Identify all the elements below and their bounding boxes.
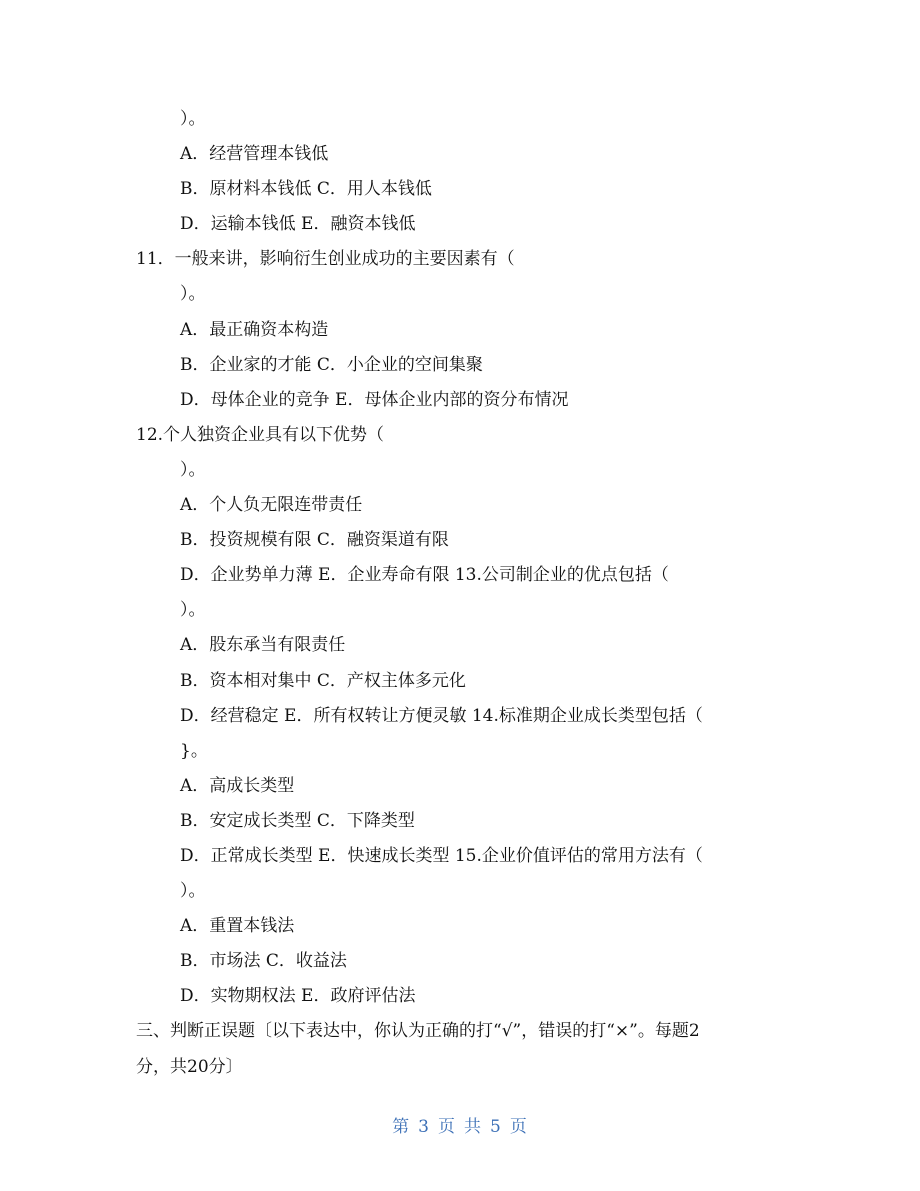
option-line: ）。	[180, 109, 206, 129]
question-stem: 11．一般来讲，影响衍生创业成功的主要因素有（	[136, 249, 515, 270]
option-line: A．重置本钱法	[180, 916, 295, 937]
option-line: ）。	[180, 459, 206, 480]
footer-page-word: 页	[438, 1117, 456, 1137]
option-line: D．经营稳定 E．所有权转让方便灵敏 14.标准期企业成长类型包括（	[180, 705, 703, 726]
option-line: D．实物期权法 E．政府评估法	[180, 986, 416, 1007]
option-line: B．投资规模有限 C．融资渠道有限	[180, 530, 449, 551]
option-line: B．企业家的才能 C．小企业的空间集聚	[180, 354, 483, 375]
page-footer	[0, 1112, 920, 1137]
option-line: ）。	[180, 600, 206, 621]
section-heading-continued: 分，共20分〕	[136, 1056, 243, 1077]
option-line: }。	[180, 740, 208, 761]
footer-suffix: 页	[509, 1117, 528, 1137]
option-line: ）。	[180, 284, 206, 305]
option-line: D．企业势单力薄 E．企业寿命有限 13.公司制企业的优点包括（	[180, 565, 669, 586]
option-line: D．母体企业的竞争 E．母体企业内部的资分布情况	[180, 389, 569, 410]
option-line: A．经营管理本钱低	[180, 144, 329, 165]
option-line: A．个人负无限连带责任	[180, 495, 363, 516]
option-line: A．高成长类型	[180, 775, 295, 796]
question-stem: 12.个人独资企业具有以下优势（	[136, 424, 385, 445]
option-line: B．安定成长类型 C．下降类型	[180, 810, 415, 831]
option-line: B．资本相对集中 C．产权主体多元化	[180, 670, 466, 691]
option-line: B．市场法 C．收益法	[180, 951, 347, 972]
question-list	[0, 102, 920, 1085]
option-line: B．原材料本钱低 C．用人本钱低	[180, 179, 432, 200]
option-line: A．股东承当有限责任	[180, 635, 346, 656]
option-line: D．运输本钱低 E．融资本钱低	[180, 214, 416, 235]
footer-total-word: 共	[464, 1117, 482, 1137]
option-line: ）。	[180, 881, 206, 902]
footer-prefix: 第	[392, 1117, 411, 1137]
option-line: D．正常成长类型 E．快速成长类型 15.企业价值评估的常用方法有（	[180, 845, 703, 866]
footer-page-number: 3	[418, 1117, 430, 1137]
section-heading: 三、判断正误题〔以下表达中，你认为正确的打“√”，错误的打“×”。每题2	[136, 1021, 700, 1042]
footer-total-pages: 5	[490, 1117, 502, 1137]
option-line: A．最正确资本构造	[180, 319, 329, 340]
